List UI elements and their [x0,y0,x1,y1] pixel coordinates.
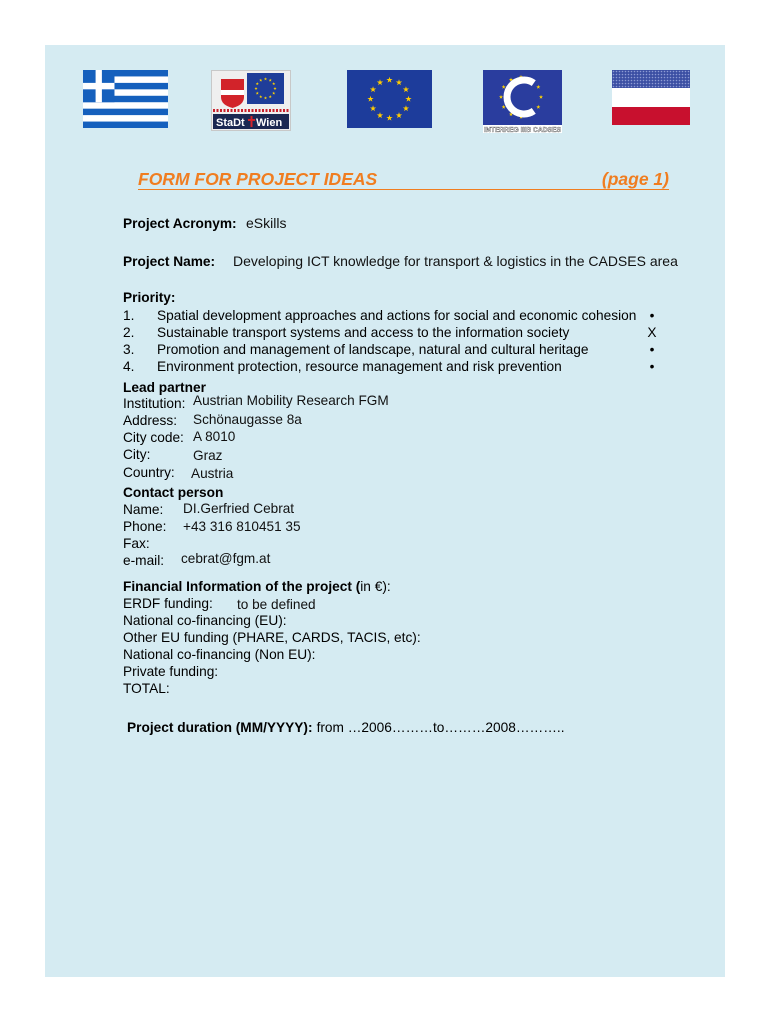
flag-band-bottom [612,107,690,125]
priority-number: 2. [123,325,135,340]
priority-text: Environment protection, resource management and risk prevention [157,359,562,374]
city-code-label: City code: [123,430,184,445]
priority-mark: • [649,342,655,357]
contact-person-heading: Contact person [123,485,224,500]
page-label: (page 1) [601,169,669,189]
national-cofinancing-eu-label: National co-financing (EU): [123,613,287,628]
wordmark-right: Wien [256,117,283,129]
institution-label: Institution: [123,396,186,411]
project-duration-label: Project duration (MM/YYYY): [127,720,313,735]
private-funding-label: Private funding: [123,664,219,679]
greek-flag-icon [83,70,168,128]
project-acronym-value: eSkills [246,215,287,231]
financial-heading [123,578,391,595]
phone-value: +43 316 810451 35 [183,519,301,534]
financial-heading-text: Financial Information of the project ( [123,579,361,594]
project-duration-value: from …2006………to………2008……….. [316,720,565,735]
logo-caption: INTERREG IIIB CADSES [484,125,561,133]
form-title-row [138,170,669,190]
email-label: e-mail: [123,553,165,568]
stadt-wien-logo-icon [211,70,291,131]
interreg-cadses-logo-icon [483,70,562,133]
flag-stripe [83,122,168,128]
stadt-wien-logo-graphic [211,70,291,131]
priority-text: Spatial development approaches and actions for social and economic cohesion [157,308,637,323]
priority-text: Promotion and management of landscape, natural and cultural heritage [157,342,589,357]
eu-flag-icon [347,70,432,128]
institution-value: Austrian Mobility Research FGM [193,393,389,408]
city-value: Graz [193,448,223,463]
country-label: Country: [123,465,175,480]
city-label: City: [123,447,151,462]
tricolour-flag-graphic [612,70,690,125]
flag-band-top [612,70,690,88]
priority-number: 1. [123,308,135,323]
address-value: Schönaugasse 8a [193,412,302,427]
priority-mark: • [649,308,655,323]
project-name-label: Project Name: [123,254,216,269]
cross-icon-bar [248,119,255,121]
priority-label: Priority: [123,290,176,305]
greek-flag-graphic [83,70,168,128]
project-duration-line [127,719,565,736]
flag-cross-bar [96,70,102,102]
city-code-value: A 8010 [193,429,236,444]
erdf-funding-label: ERDF funding: [123,596,213,611]
email-value: cebrat@fgm.at [181,551,271,566]
flag-stripe [83,109,168,115]
erdf-funding-value: to be defined [237,597,316,612]
phone-label: Phone: [123,519,167,534]
country-value: Austria [191,466,234,481]
total-label: TOTAL: [123,681,170,696]
priority-text: Sustainable transport systems and access to the information society [157,325,570,340]
priority-number: 4. [123,359,135,374]
project-acronym-label: Project Acronym: [123,216,237,231]
tricolour-flag-icon [612,70,690,125]
eu-flag-graphic [347,70,432,128]
financial-heading-unit: in €): [360,579,391,594]
interreg-logo-graphic [483,70,562,133]
project-name-value: Developing ICT knowledge for transport & logistics in the CADSES area [233,253,678,269]
flag-band-middle [612,88,690,107]
shield-bar [221,90,244,95]
wordmark-left: StaDt [216,117,245,129]
form-title: FORM FOR PROJECT IDEAS [138,169,378,189]
other-eu-funding-label: Other EU funding (PHARE, CARDS, TACIS, etc): [123,630,421,645]
fax-label: Fax: [123,536,150,551]
national-cofinancing-non-eu-label: National co-financing (Non EU): [123,647,316,662]
cross-icon [251,116,253,127]
contact-name-label: Name: [123,502,164,517]
address-label: Address: [123,413,178,428]
priority-mark: • [649,359,655,374]
priority-mark: X [647,325,657,340]
priority-number: 3. [123,342,135,357]
contact-name-value: DI.Gerfried Cebrat [183,501,295,516]
lead-partner-heading: Lead partner [123,380,206,395]
